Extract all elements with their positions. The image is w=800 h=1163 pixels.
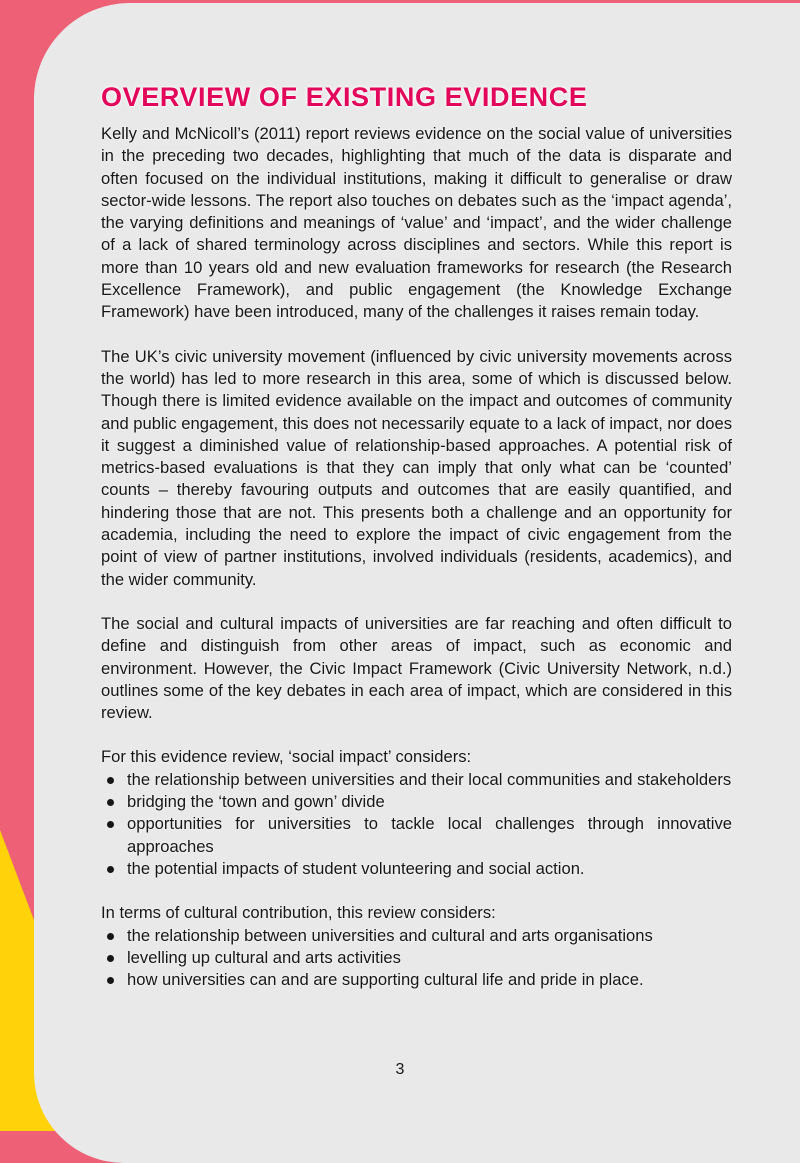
page-number: 3 bbox=[395, 1061, 405, 1078]
bullet-icon bbox=[107, 821, 114, 828]
paragraph-2: The UK’s civic university movement (influenced by civic university movements across the world) has led to more research in this area, some of which is discussed below. Though there is limited evidence available on the impact and outcomes of community and public engagement, this does not necessarily equate to a lack of impact, nor does it suggest a diminished value of relationship-based approaches. A potential risk of metrics-based evaluations is that they can imply that only what can be ‘counted’ counts – thereby favouring outputs and outcomes that are easily quantified, and hindering those that are not. This presents both a challenge and an opportunity for academia, including the need to explore the impact of civic engagement from the point of view of partner institutions, involved individuals (residents, academics), and the wider community. bbox=[101, 346, 732, 589]
bullet-icon bbox=[107, 933, 114, 940]
page-title: OVERVIEW OF EXISTING EVIDENCE bbox=[101, 82, 588, 112]
bullet-icon bbox=[107, 955, 114, 962]
bullet-icon bbox=[107, 777, 114, 784]
list-item: the potential impacts of student volunteering and social action. bbox=[101, 858, 732, 880]
list-item: opportunities for universities to tackle local challenges through innovative approaches bbox=[101, 813, 732, 858]
social-impact-list bbox=[101, 769, 732, 880]
list-item: levelling up cultural and arts activities bbox=[101, 947, 732, 969]
paragraph-3: The social and cultural impacts of universities are far reaching and often difficult to define and distinguish from other areas of impact, such as economic and environment. However, the Civic Impact Framework (Civic University Network, n.d.) outlines some of the key debates in each area of impact, which are considered in this review. bbox=[101, 613, 732, 723]
social-impact-lead: For this evidence review, ‘social impact’ considers: bbox=[101, 747, 472, 767]
cultural-contribution-list bbox=[101, 925, 732, 992]
list-item: bridging the ‘town and gown’ divide bbox=[101, 791, 732, 813]
paragraph-1: Kelly and McNicoll’s (2011) report reviews evidence on the social value of universities in the preceding two decades, highlighting that much of the data is disparate and often focused on the individual institutions, making it difficult to generalise or draw sector-wide lessons. The report also touches on debates such as the ‘impact agenda’, the varying definitions and meanings of ‘value’ and ‘impact’, and the wider challenge of a lack of shared terminology across disciplines and sectors. While this report is more than 10 years old and new evaluation frameworks for research (the Research Excellence Framework), and public engagement (the Knowledge Exchange Framework) have been introduced, many of the challenges it raises remain today. bbox=[101, 124, 732, 322]
list-item: the relationship between universities and their local communities and stakeholders bbox=[101, 769, 732, 791]
list-item: the relationship between universities and cultural and arts organisations bbox=[101, 925, 732, 947]
page-content bbox=[101, 80, 732, 1013]
bullet-icon bbox=[107, 866, 114, 873]
bullet-icon bbox=[107, 977, 114, 984]
bullet-icon bbox=[107, 799, 114, 806]
list-item: how universities can and are supporting cultural life and pride in place. bbox=[101, 969, 732, 991]
cultural-contribution-lead: In terms of cultural contribution, this review considers: bbox=[101, 903, 496, 923]
